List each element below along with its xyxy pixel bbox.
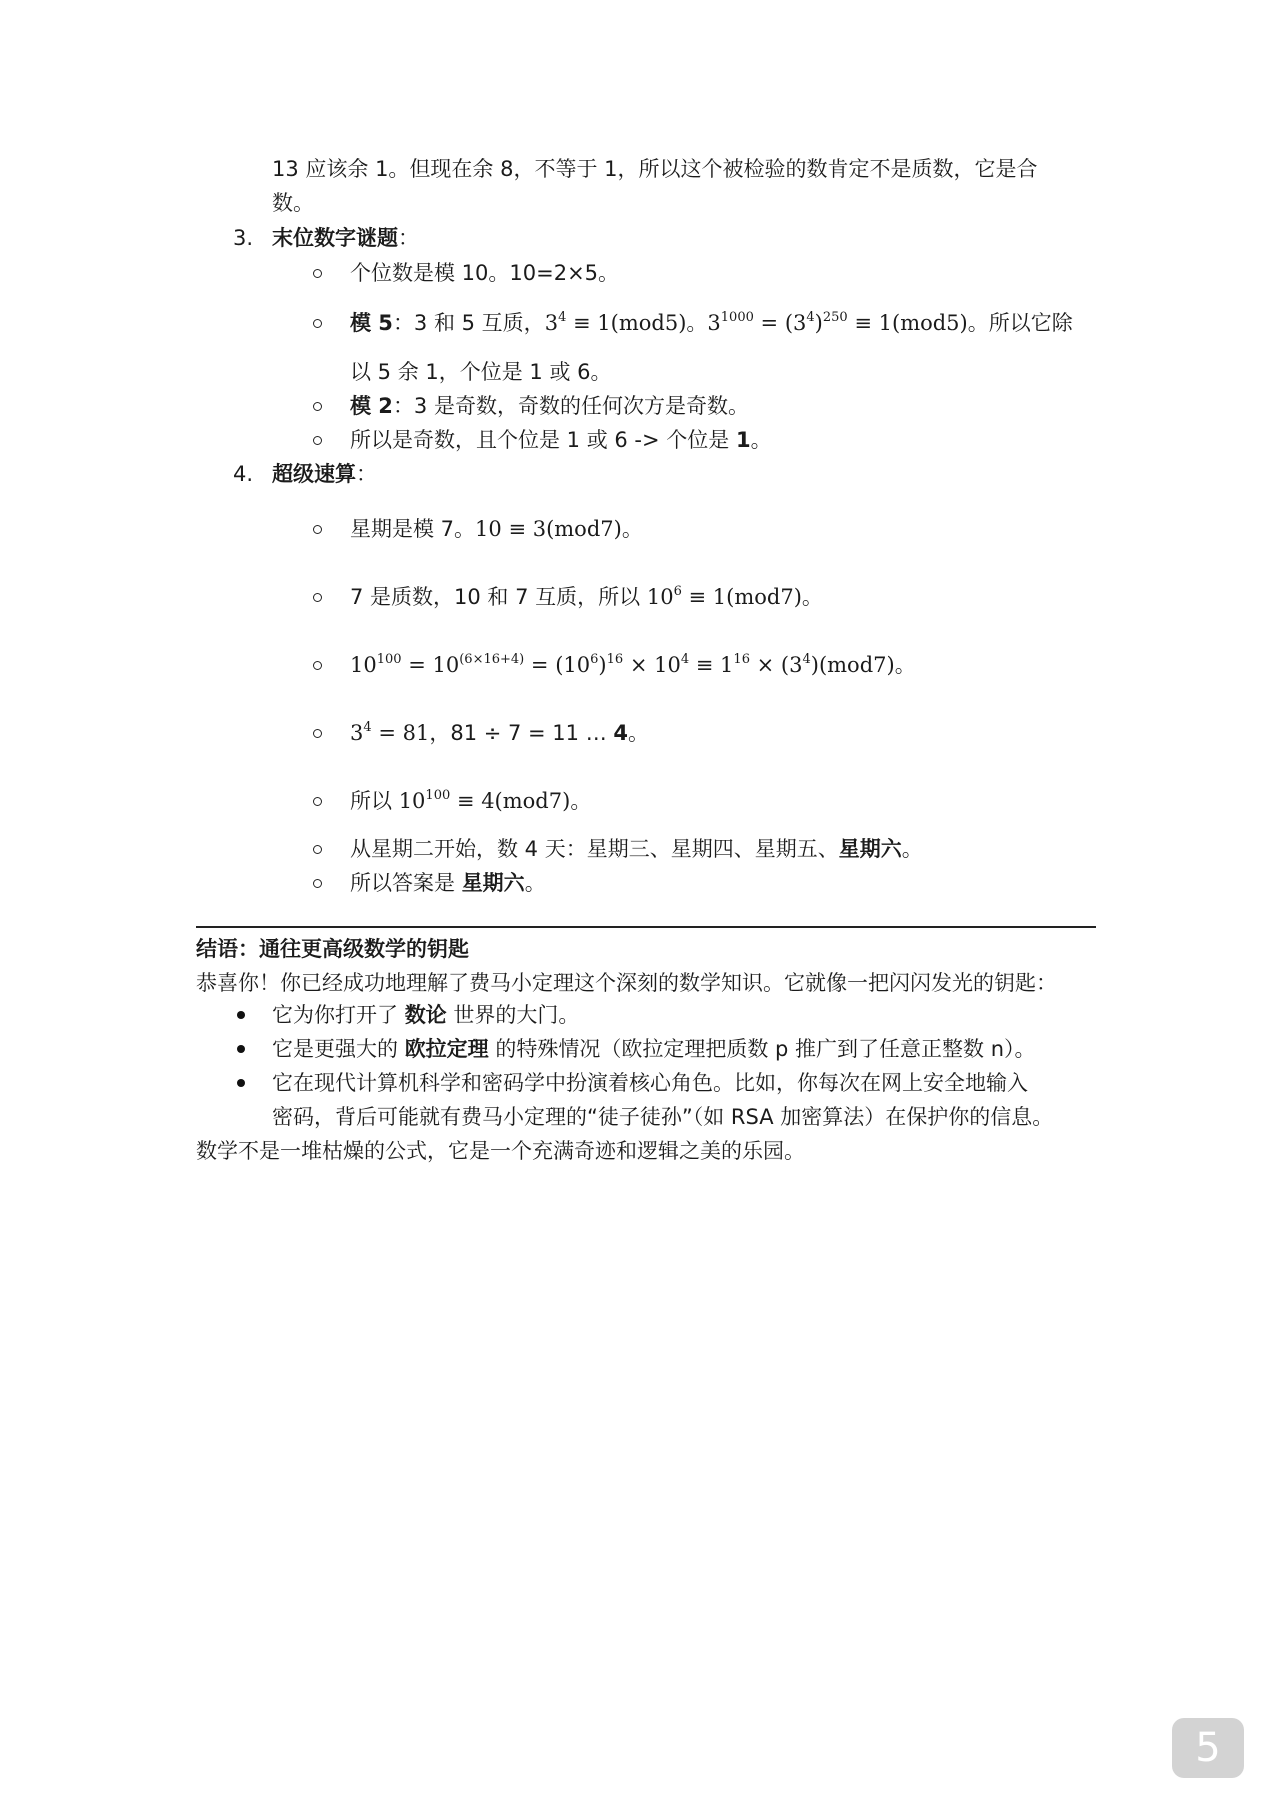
bullet-dot-icon	[237, 1045, 245, 1053]
s3-bullet-2-line-2: 以 5 余 1，个位是 1 或 6。	[350, 360, 612, 384]
section-3-title: 末位数字谜题	[272, 226, 398, 250]
s3-bullet-3-bold: 模 2	[350, 394, 393, 418]
section-4-heading	[272, 460, 377, 488]
section-3-heading	[272, 224, 419, 252]
s4-bullet-6	[350, 835, 923, 863]
s3-bullet-2-text: 。所以它除	[967, 311, 1073, 335]
s4-bullet-1	[350, 515, 643, 543]
conclusion-item-2-bold: 欧拉定理	[404, 1037, 489, 1061]
s3-bullet-3	[350, 392, 749, 420]
bullet-circle-icon	[313, 593, 322, 602]
list-marker-4: 4.	[233, 462, 254, 486]
s3-bullet-4-text: 。	[750, 428, 772, 452]
s4-bullet-6-text: 从星期二开始，数 4 天：星期三、星期四、星期五、	[350, 837, 839, 861]
s4-bullet-4-bold: 4	[613, 721, 629, 745]
horizontal-divider	[196, 926, 1096, 928]
conclusion-item-1-bold: 数论	[404, 1003, 447, 1027]
conclusion-outro: 数学不是一堆枯燥的公式，它是一个充满奇迹和逻辑之美的乐园。	[196, 1139, 805, 1163]
s4-bullet-5	[350, 787, 591, 815]
bullet-circle-icon	[313, 269, 322, 278]
s4-bullet-4-math: $3^4 = 81$	[350, 720, 430, 745]
s4-bullet-5-math: $10^{100} \equiv 4(mod7)$	[398, 788, 571, 813]
section-3-colon: ：	[398, 226, 419, 250]
s3-bullet-1: 个位数是模 10。10=2×5。	[350, 261, 620, 285]
s4-bullet-7	[350, 869, 546, 897]
conclusion-item-2	[272, 1035, 1036, 1063]
s4-bullet-7-text: 。	[524, 871, 546, 895]
conclusion-item-2-text: 的特殊情况（欧拉定理把质数 p 推广到了任意正整数 n）。	[488, 1037, 1036, 1061]
s4-bullet-6-text: 。	[901, 837, 923, 861]
s4-bullet-2-text: 。	[801, 585, 823, 609]
s4-bullet-1-math: 10 ≡ 3(mod7)	[475, 517, 622, 541]
s3-bullet-4	[350, 426, 772, 454]
conclusion-item-2-text: 它是更强大的	[272, 1037, 405, 1061]
s3-bullet-2-math-1: $3^4 \equiv 1(mod5)$	[544, 310, 687, 335]
s4-bullet-2-math: $10^6 \equiv 1(mod7)$	[646, 584, 802, 609]
s3-bullet-2-text: 。	[686, 311, 708, 335]
s4-bullet-3-math: $10^{100} = 10^{(6\times 16+4)} = (10^6)^{16} \times 10^4 \equiv 1^{16} \times (3^4)(mod7)$	[350, 652, 895, 677]
s4-bullet-2	[350, 583, 823, 611]
conclusion-item-1-text: 它为你打开了	[272, 1003, 405, 1027]
list-marker-3: 3.	[233, 226, 254, 250]
bullet-circle-icon	[313, 436, 322, 445]
bullet-circle-icon	[313, 729, 322, 738]
s4-bullet-1-text: 星期是模 7。	[350, 517, 476, 541]
s3-bullet-4-text: 所以是奇数，且个位是 1 或 6 -> 个位是	[350, 428, 736, 452]
s4-bullet-6-bold: 星期六	[838, 837, 902, 861]
bullet-circle-icon	[313, 845, 322, 854]
section-4-colon: ：	[356, 462, 377, 486]
page-number-badge: 5	[1172, 1718, 1244, 1778]
s4-bullet-7-text: 所以答案是	[350, 871, 462, 895]
s4-bullet-3-text: 。	[894, 653, 916, 677]
conclusion-item-3-line-1: 它在现代计算机科学和密码学中扮演着核心角色。比如，你每次在网上安全地输入	[272, 1071, 1028, 1095]
s4-bullet-5-text: 所以	[350, 789, 399, 813]
bullet-circle-icon	[313, 661, 322, 670]
s4-bullet-4-text: 。	[628, 721, 650, 745]
bullet-dot-icon	[237, 1011, 245, 1019]
conclusion-item-1	[272, 1001, 579, 1029]
s4-bullet-1-text: 。	[621, 517, 643, 541]
conclusion-item-1-text: 世界的大门。	[446, 1003, 580, 1027]
s3-bullet-2	[350, 309, 1073, 337]
bullet-circle-icon	[313, 525, 322, 534]
conclusion-intro: 恭喜你！你已经成功地理解了费马小定理这个深刻的数学知识。它就像一把闪闪发光的钥匙：	[196, 971, 1057, 995]
continuation-line-2: 数。	[272, 191, 314, 215]
s4-bullet-2-text: 7 是质数，10 和 7 互质，所以	[350, 585, 647, 609]
s4-bullet-4	[350, 719, 649, 747]
conclusion-heading: 结语：通往更高级数学的钥匙	[196, 937, 469, 961]
bullet-dot-icon	[237, 1079, 245, 1087]
bullet-circle-icon	[313, 879, 322, 888]
conclusion-item-3-line-2: 密码，背后可能就有费马小定理的“徒子徒孙”（如 RSA 加密算法）在保护你的信息。	[272, 1105, 1054, 1129]
s3-bullet-2-math-2: $3^{1000} = (3^4)^{250} \equiv 1(mod5)$	[707, 310, 968, 335]
s4-bullet-5-text: 。	[570, 789, 592, 813]
s4-bullet-3	[350, 651, 916, 679]
section-4-title: 超级速算	[272, 462, 356, 486]
s3-bullet-2-text: ：3 和 5 互质，	[392, 311, 545, 335]
bullet-circle-icon	[313, 797, 322, 806]
s3-bullet-4-bold: 1	[735, 428, 751, 452]
s3-bullet-2-bold: 模 5	[350, 311, 393, 335]
s3-bullet-3-text: ：3 是奇数，奇数的任何次方是奇数。	[392, 394, 749, 418]
bullet-circle-icon	[313, 402, 322, 411]
s4-bullet-7-bold: 星期六	[461, 871, 525, 895]
s4-bullet-4-text: ，81 ÷ 7 = 11 …	[429, 721, 614, 745]
bullet-circle-icon	[313, 319, 322, 328]
continuation-line-1: 13 应该余 1。但现在余 8，不等于 1，所以这个被检验的数肯定不是质数，它是合	[272, 157, 1038, 181]
